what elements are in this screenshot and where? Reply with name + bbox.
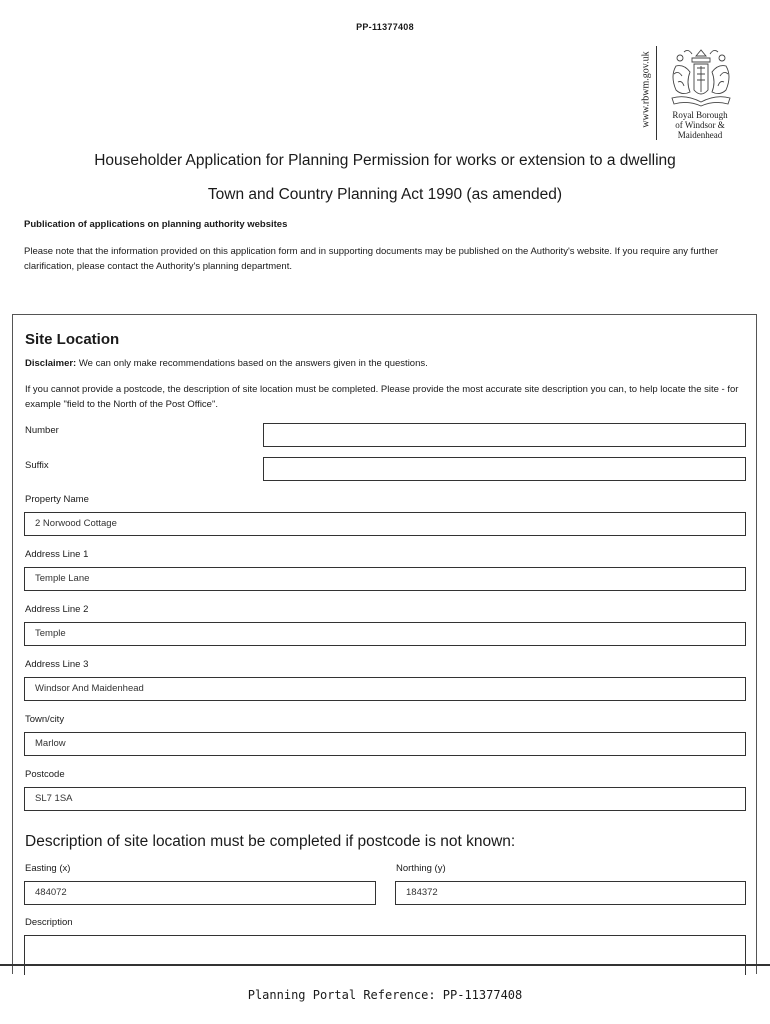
suffix-label: Suffix <box>25 460 49 471</box>
reference-number: PP-11377408 <box>356 22 414 32</box>
location-heading: Description of site location must be completed if postcode is not known: <box>25 833 516 850</box>
council-name-line: of Windsor & <box>675 120 725 130</box>
address-line-1-field[interactable]: Temple Lane <box>24 567 746 591</box>
crest-icon <box>666 46 736 108</box>
council-name-line: Maidenhead <box>677 130 723 140</box>
property-name-label: Property Name <box>25 494 89 505</box>
site-location-panel <box>12 314 757 974</box>
address-line-1-label: Address Line 1 <box>25 549 89 560</box>
postcode-note: If you cannot provide a postcode, the description of site location must be completed. Please provide the most accurate site description you can, to help locate the site - for example "field to the North of the Post Office". <box>25 384 739 410</box>
publication-heading: Publication of applications on planning authority websites <box>24 219 288 230</box>
publication-text: Please note that the information provided on this application form and in supporting documents may be published on the Authority's website. If you require any further clarification, please contact the Authority's planning department. <box>24 246 719 272</box>
address-line-2-field[interactable]: Temple <box>24 622 746 646</box>
logo-url <box>638 44 652 140</box>
logo-url-text: www.rbwm.gov.uk <box>640 51 652 128</box>
postcode-field[interactable]: SL7 1SA <box>24 787 746 811</box>
town-city-field[interactable]: Marlow <box>24 732 746 756</box>
northing-field[interactable]: 184372 <box>395 881 746 905</box>
postcode-label: Postcode <box>25 769 65 780</box>
northing-label: Northing (y) <box>396 863 446 874</box>
number-field[interactable] <box>263 423 746 447</box>
address-line-3-label: Address Line 3 <box>25 659 89 670</box>
description-field[interactable] <box>24 935 746 975</box>
description-label: Description <box>25 917 73 928</box>
document-title: Householder Application for Planning Permission for works or extension to a dwelling <box>94 152 676 169</box>
section-title: Site Location <box>25 331 120 348</box>
footer-reference: Planning Portal Reference: PP-11377408 <box>247 988 523 1002</box>
logo-divider <box>656 46 657 140</box>
council-name <box>660 110 740 140</box>
address-line-2-label: Address Line 2 <box>25 604 89 615</box>
town-city-label: Town/city <box>25 714 65 725</box>
disclaimer-label: Disclaimer: <box>25 358 77 369</box>
council-name-line: Royal Borough <box>672 110 728 120</box>
suffix-field[interactable] <box>263 457 746 481</box>
council-logo <box>638 44 738 144</box>
property-name-field[interactable]: 2 Norwood Cottage <box>24 512 746 536</box>
number-label: Number <box>25 425 59 436</box>
easting-field[interactable]: 484072 <box>24 881 376 905</box>
easting-label: Easting (x) <box>25 863 71 874</box>
page-divider <box>0 964 770 966</box>
disclaimer <box>25 358 428 369</box>
disclaimer-text: We can only make recommendations based on the answers given in the questions. <box>76 358 428 369</box>
document-subtitle: Town and Country Planning Act 1990 (as amended) <box>207 186 563 203</box>
address-line-3-field[interactable]: Windsor And Maidenhead <box>24 677 746 701</box>
